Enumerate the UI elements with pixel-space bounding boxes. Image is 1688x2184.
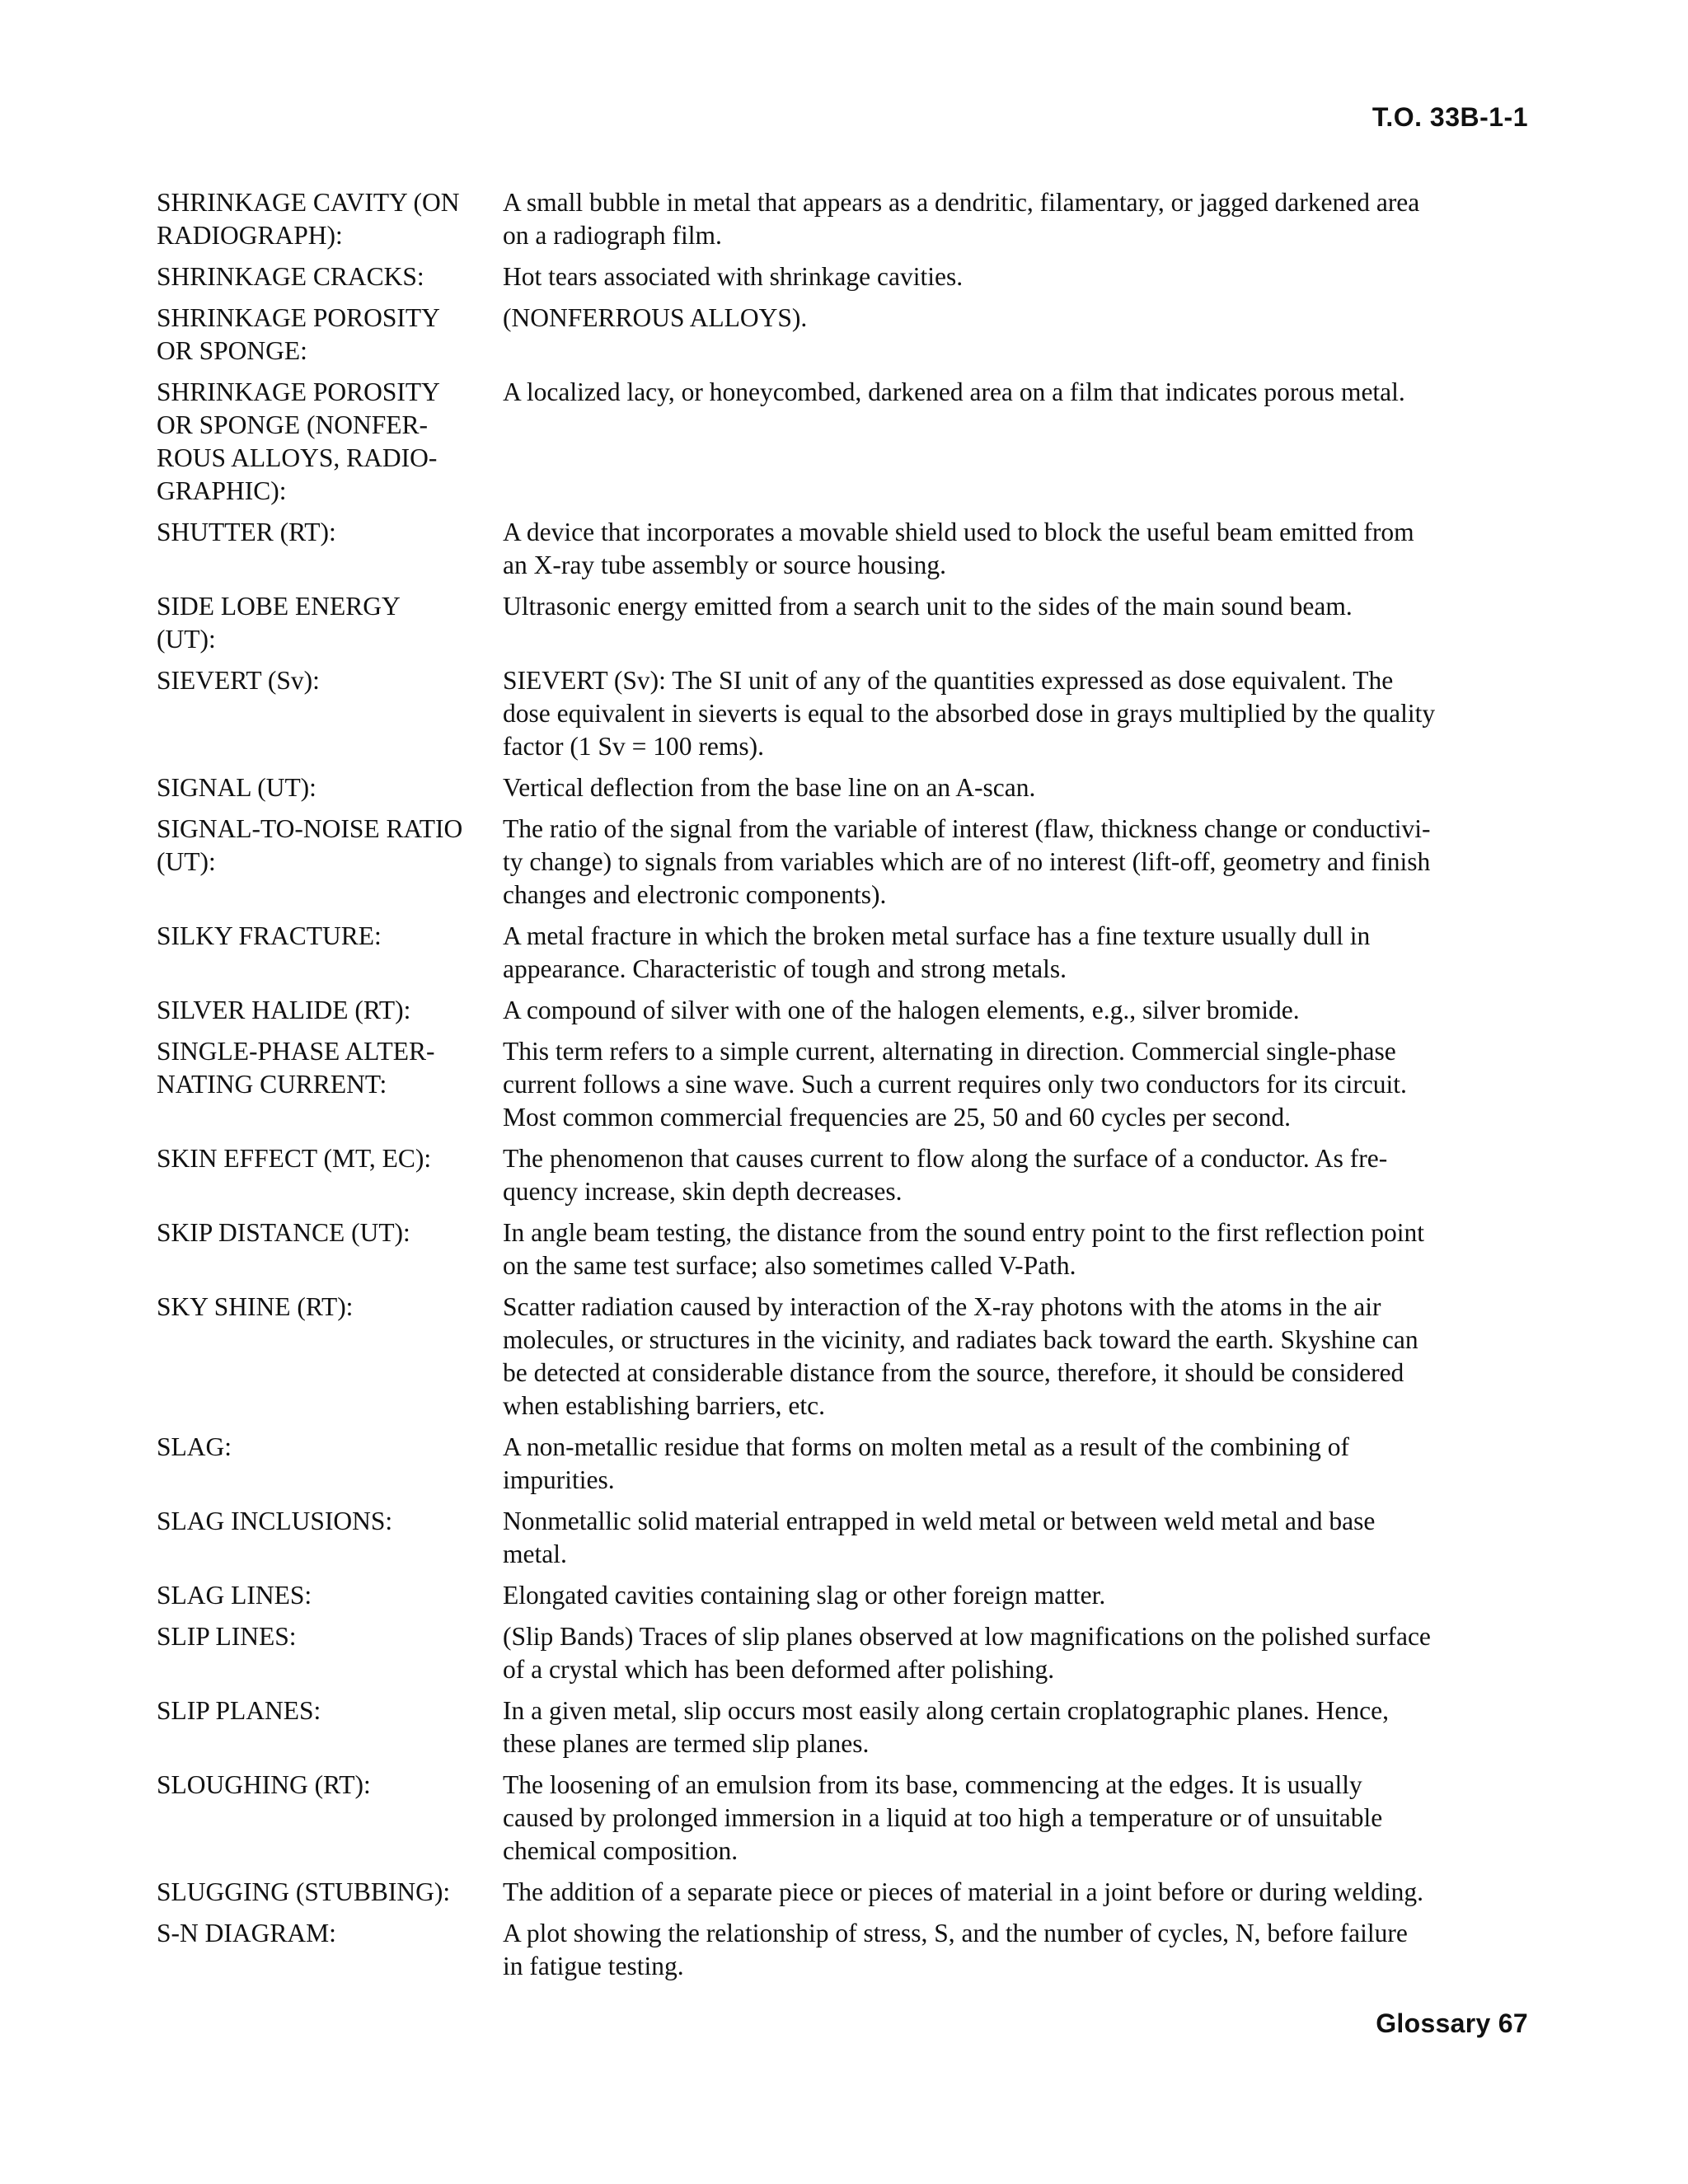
glossary-entry [157, 516, 1541, 582]
glossary-entry [157, 590, 1541, 656]
glossary-entry [157, 1291, 1541, 1422]
glossary-term: SILKY FRACTURE: [157, 921, 382, 950]
glossary-definition: SIEVERT (Sv): The SI unit of any of the quantities expressed as dose equivalent. The dose equivalent in sieverts is equal to the absorbed dose in grays multiplied by the quality factor (1 Sv = 100 rems). [503, 666, 1436, 761]
glossary-definition: The loosening of an emulsion from its base, commencing at the edges. It is usually caused by prolonged immersion in a liquid at too high a temperature or of unsuitable chemical composition. [503, 1770, 1383, 1865]
glossary-definition: A compound of silver with one of the halogen elements, e.g., silver bromide. [503, 996, 1300, 1024]
glossary-definition: Elongated cavities containing slag or other foreign matter. [503, 1581, 1106, 1610]
glossary-term: SKY SHINE (RT): [157, 1292, 354, 1321]
glossary-entry [157, 1694, 1541, 1760]
glossary-term: SIGNAL (UT): [157, 773, 316, 802]
glossary-definition: In angle beam testing, the distance from the sound entry point to the first reflection point on the same test surface; also sometimes called V-Path. [503, 1218, 1424, 1280]
glossary-definition: The ratio of the signal from the variable of interest (flaw, thickness change or conductivi- ty change) to signals from variables which are of no interest (lift-off, geometry and finish changes and electronic components). [503, 814, 1431, 909]
glossary-term: SHUTTER (RT): [157, 518, 336, 546]
glossary-entry [157, 1579, 1541, 1612]
glossary-term: SLAG LINES: [157, 1581, 312, 1610]
glossary-definition: A small bubble in metal that appears as a dendritic, filamentary, or jagged darkened area on a radiograph film. [503, 188, 1420, 250]
glossary-definition: A non-metallic residue that forms on molten metal as a result of the combining of impurities. [503, 1432, 1349, 1494]
glossary-term: SLIP PLANES: [157, 1696, 321, 1725]
glossary-definition: Nonmetallic solid material entrapped in weld metal or between weld metal and base metal. [503, 1507, 1376, 1568]
glossary-entry [157, 1505, 1541, 1571]
glossary-definition: In a given metal, slip occurs most easily along certain croplatographic planes. Hence, these planes are termed slip planes. [503, 1696, 1389, 1758]
glossary-term: SLOUGHING (RT): [157, 1770, 371, 1799]
glossary-term: SKIN EFFECT (MT, EC): [157, 1144, 432, 1173]
glossary-term: SIGNAL-TO-NOISE RATIO (UT): [157, 814, 463, 876]
glossary-definition: A device that incorporates a movable shield used to block the useful beam emitted from an X-ray tube assembly or source housing. [503, 518, 1414, 579]
glossary-entry [157, 376, 1541, 508]
glossary-entry [157, 1216, 1541, 1282]
glossary-entry [157, 1917, 1541, 1983]
glossary-term: SKIP DISTANCE (UT): [157, 1218, 410, 1247]
glossary-entry [157, 994, 1541, 1027]
glossary-term: SINGLE-PHASE ALTER- NATING CURRENT: [157, 1037, 435, 1099]
glossary-term: SHRINKAGE CRACKS: [157, 262, 424, 291]
glossary-entry [157, 1431, 1541, 1497]
glossary-definition: A localized lacy, or honeycombed, darkened area on a film that indicates porous metal. [503, 377, 1405, 406]
glossary-entry [157, 302, 1541, 368]
glossary-entry [157, 1620, 1541, 1686]
document-number: T.O. 33B-1-1 [1372, 102, 1528, 132]
glossary-entry [157, 664, 1541, 763]
glossary-term: SHRINKAGE POROSITY OR SPONGE: [157, 303, 440, 365]
glossary-term: SIEVERT (Sv): [157, 666, 320, 695]
glossary-definition: Vertical deflection from the base line on an A-scan. [503, 773, 1036, 802]
glossary-term: SLAG INCLUSIONS: [157, 1507, 393, 1535]
glossary-entry [157, 260, 1541, 293]
glossary-entry [157, 1142, 1541, 1208]
glossary-definition: Ultrasonic energy emitted from a search unit to the sides of the main sound beam. [503, 592, 1353, 621]
page-number: Glossary 67 [1376, 2008, 1528, 2038]
glossary-entry [157, 813, 1541, 912]
glossary-entry [157, 1769, 1541, 1868]
glossary-entry [157, 920, 1541, 986]
glossary-term: SLUGGING (STUBBING): [157, 1877, 451, 1906]
glossary-term: SLAG: [157, 1432, 232, 1461]
glossary-definition: (Slip Bands) Traces of slip planes observed at low magnifications on the polished surface of a crystal which has been deformed after polishing. [503, 1622, 1431, 1684]
glossary-entry [157, 1035, 1541, 1134]
glossary-term: SIDE LOBE ENERGY (UT): [157, 592, 401, 654]
glossary-definition: A plot showing the relationship of stress, S, and the number of cycles, N, before failure in fatigue testing. [503, 1919, 1408, 1980]
glossary-term: S-N DIAGRAM: [157, 1919, 336, 1947]
glossary-list [157, 186, 1541, 1991]
glossary-entry [157, 1876, 1541, 1909]
glossary-definition: The addition of a separate piece or pieces of material in a joint before or during welding. [503, 1877, 1423, 1906]
glossary-term: SILVER HALIDE (RT): [157, 996, 411, 1024]
glossary-term: SLIP LINES: [157, 1622, 297, 1651]
glossary-definition: Scatter radiation caused by interaction of the X-ray photons with the atoms in the air molecules, or structures in the vicinity, and radiates back toward the earth. Skyshine can be detected at considerable distance from the source, therefore, it should be considered when establishing barriers, etc. [503, 1292, 1418, 1420]
glossary-term: SHRINKAGE CAVITY (ON RADIOGRAPH): [157, 188, 460, 250]
glossary-entry [157, 186, 1541, 252]
glossary-term: SHRINKAGE POROSITY OR SPONGE (NONFER- ROUS ALLOYS, RADIO- GRAPHIC): [157, 377, 440, 505]
glossary-definition: The phenomenon that causes current to flow along the surface of a conductor. As fre- quency increase, skin depth decreases. [503, 1144, 1388, 1206]
glossary-definition: Hot tears associated with shrinkage cavities. [503, 262, 964, 291]
glossary-definition: This term refers to a simple current, alternating in direction. Commercial single-phase current follows a sine wave. Such a current requires only two conductors for its circuit. Most common commercial frequencies are 25, 50 and 60 cycles per second. [503, 1037, 1407, 1132]
glossary-definition: (NONFERROUS ALLOYS). [503, 303, 808, 332]
glossary-entry [157, 771, 1541, 804]
glossary-definition: A metal fracture in which the broken metal surface has a fine texture usually dull in appearance. Characteristic of tough and strong metals. [503, 921, 1371, 983]
